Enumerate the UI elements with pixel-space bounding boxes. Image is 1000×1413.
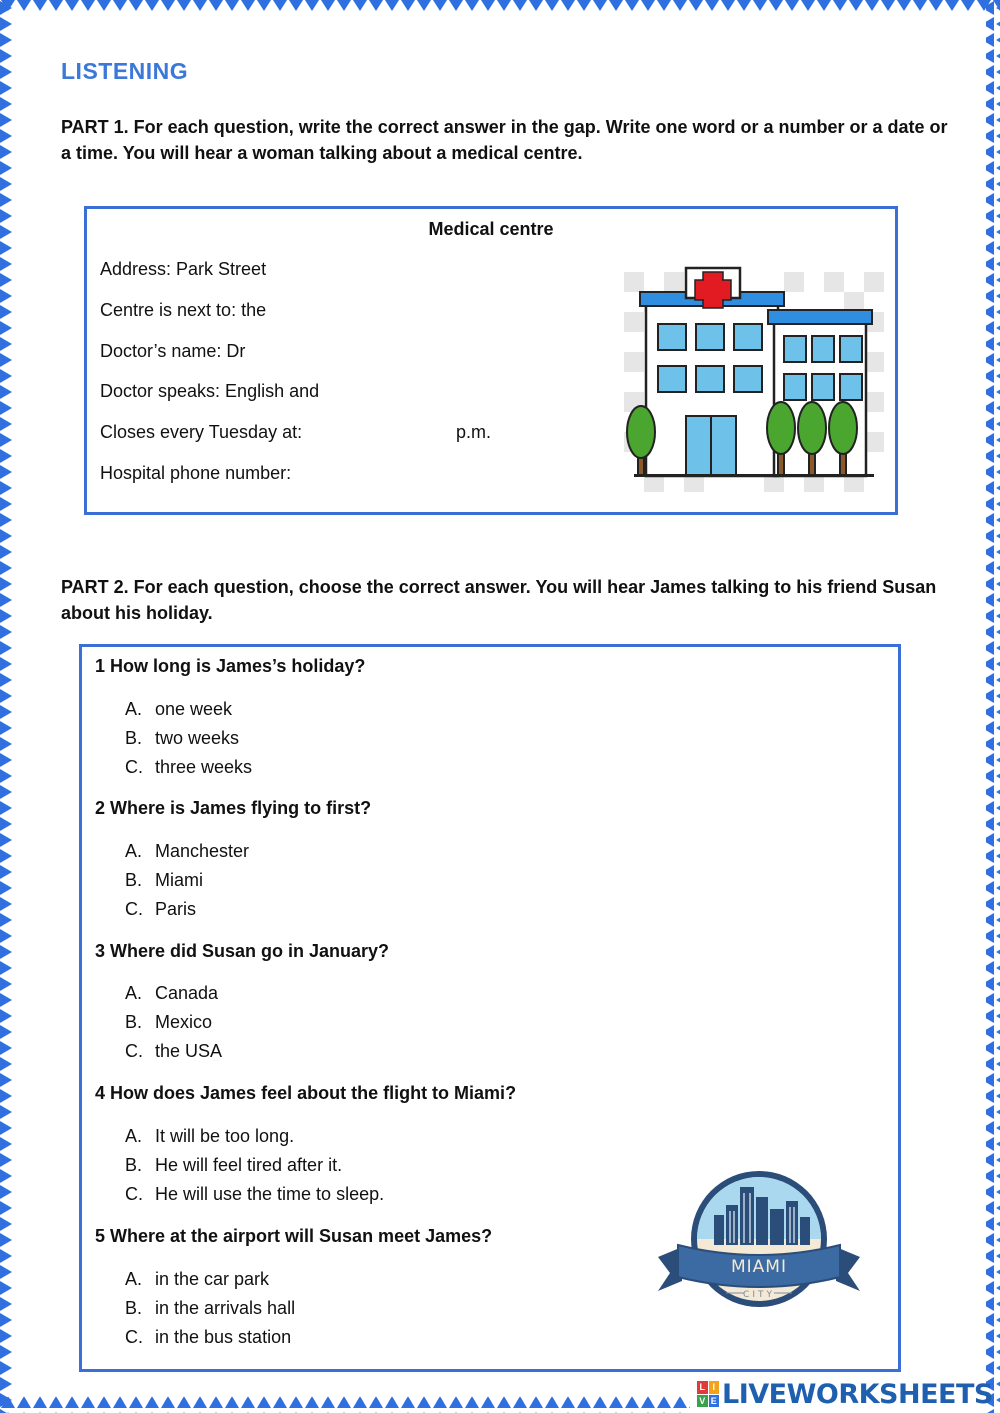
option-2c[interactable]: [125, 899, 196, 920]
option-letter: A.: [125, 1269, 143, 1289]
option-letter: B.: [125, 1298, 143, 1318]
question-2: 2 Where is James flying to first?: [95, 798, 372, 818]
field-next-to: Centre is next to: the: [100, 300, 267, 320]
field-doctor-name: Doctor’s name: Dr: [100, 341, 246, 361]
medical-centre-title: Medical centre: [428, 219, 554, 239]
field-doctor-speaks: Doctor speaks: English and: [100, 381, 320, 401]
miami-city-badge: [656, 1169, 862, 1315]
option-text: three weeks: [155, 757, 253, 777]
option-letter: A.: [125, 699, 143, 719]
option-2a[interactable]: [125, 841, 249, 862]
badge-letter-i: I: [709, 1381, 720, 1394]
option-text: Miami: [155, 870, 203, 890]
option-5c[interactable]: [125, 1327, 291, 1348]
option-text: He will use the time to sleep.: [155, 1184, 385, 1204]
option-3b[interactable]: [125, 1012, 212, 1033]
part1-instructions: PART 1. For each question, write the correct answer in the gap. Write one word or a number or a date or a time. You will hear a woman talking about a medical centre.: [61, 117, 948, 163]
option-1b[interactable]: [125, 728, 239, 749]
medical-centre-box: [84, 206, 898, 515]
option-letter: A.: [125, 983, 143, 1003]
option-letter: C.: [125, 899, 143, 919]
option-letter: B.: [125, 1012, 143, 1032]
option-text: the USA: [155, 1041, 223, 1061]
question-3: 3 Where did Susan go in January?: [95, 941, 390, 961]
option-text: in the arrivals hall: [155, 1298, 296, 1318]
option-4b[interactable]: [125, 1155, 342, 1176]
option-3c[interactable]: [125, 1041, 222, 1062]
option-3a[interactable]: [125, 983, 218, 1004]
badge-letter-e: E: [709, 1395, 720, 1408]
option-text: two weeks: [155, 728, 240, 748]
option-letter: C.: [125, 1327, 143, 1347]
option-text: Paris: [155, 899, 197, 919]
option-text: Mexico: [155, 1012, 213, 1032]
liveworksheets-logo[interactable]: [697, 1377, 993, 1411]
option-text: one week: [155, 699, 233, 719]
option-1a[interactable]: [125, 699, 232, 720]
badge-letter-l: L: [697, 1381, 708, 1394]
option-4c[interactable]: [125, 1184, 384, 1205]
option-4a[interactable]: [125, 1126, 294, 1147]
hospital-illustration: [624, 266, 886, 492]
option-letter: C.: [125, 757, 143, 777]
option-2b[interactable]: [125, 870, 203, 891]
logo-text: LIVEWORKSHEETS: [722, 1378, 993, 1410]
option-letter: B.: [125, 1155, 143, 1175]
option-text: Manchester: [155, 841, 250, 861]
question-5: 5 Where at the airport will Susan meet James?: [95, 1226, 493, 1246]
field-phone: Hospital phone number:: [100, 463, 292, 483]
option-1c[interactable]: [125, 757, 252, 778]
option-letter: B.: [125, 728, 143, 748]
option-letter: A.: [125, 1126, 143, 1146]
question-1: 1 How long is James’s holiday?: [95, 656, 366, 676]
part2-instructions: PART 2. For each question, choose the correct answer. You will hear James talking to his friend Susan about his holiday.: [61, 577, 937, 623]
page-heading: LISTENING: [61, 58, 189, 84]
option-5a[interactable]: [125, 1269, 269, 1290]
option-text: in the car park: [155, 1269, 270, 1289]
question-4: 4 How does James feel about the flight to Miami?: [95, 1083, 517, 1103]
badge-letter-v: V: [697, 1395, 708, 1408]
option-letter: C.: [125, 1041, 143, 1061]
field-closing-time: Closes every Tuesday at:: [100, 422, 303, 442]
option-text: Canada: [155, 983, 219, 1003]
option-text: It will be too long.: [155, 1126, 295, 1146]
option-5b[interactable]: [125, 1298, 295, 1319]
option-text: He will feel tired after it.: [155, 1155, 343, 1175]
field-address: Address: Park Street: [100, 259, 267, 279]
miami-badge-title: MIAMI: [731, 1257, 787, 1277]
option-letter: C.: [125, 1184, 143, 1204]
option-letter: B.: [125, 870, 143, 890]
option-letter: A.: [125, 841, 143, 861]
live-badge-icon: [697, 1381, 719, 1407]
option-text: in the bus station: [155, 1327, 292, 1347]
time-suffix: p.m.: [456, 422, 492, 442]
miami-badge-subtitle: CITY: [743, 1290, 775, 1300]
questions-box: [79, 644, 901, 1372]
